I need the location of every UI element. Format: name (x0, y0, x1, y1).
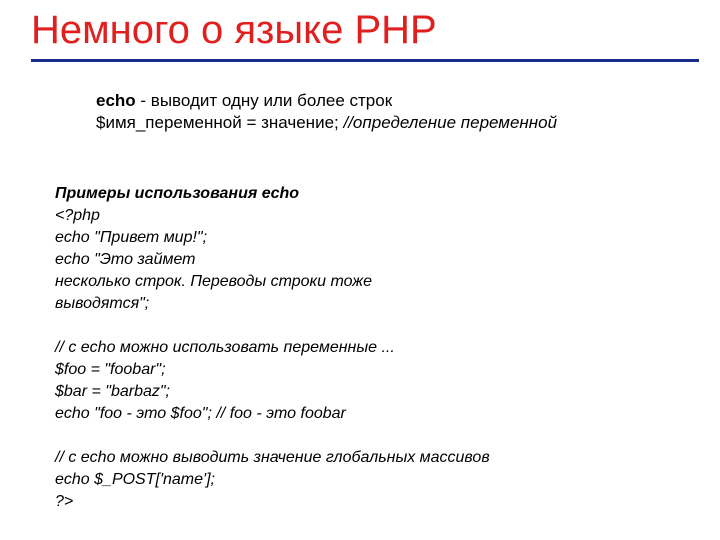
echo-keyword: echo (96, 91, 136, 110)
variable-syntax: $имя_переменной = значение; (96, 113, 344, 132)
code-line: ?> (55, 493, 74, 510)
echo-definition (96, 90, 557, 112)
code-line: выводятся"; (55, 295, 150, 312)
blank-line (55, 315, 490, 337)
definitions-block (96, 90, 557, 134)
variable-comment: //определение переменной (343, 113, 558, 132)
code-line: несколько строк. Переводы строки тоже (55, 273, 373, 290)
examples-block (55, 183, 490, 513)
code-line: echo $_POST['name']; (55, 471, 215, 488)
blank-line (55, 425, 490, 447)
echo-description: - выводит одну или более строк (135, 91, 393, 110)
code-line: $bar = "barbaz"; (55, 383, 170, 400)
code-line: echo "Это займет (55, 251, 196, 268)
code-line: echo "Привет мир!"; (55, 229, 208, 246)
examples-heading: Примеры использования echo (55, 185, 300, 202)
slide-title: Немного о языке PHP (31, 8, 437, 52)
code-line: echo "foo - это $foo"; // foo - это foobar (55, 405, 346, 422)
code-line: // с echo можно использовать переменные ... (55, 339, 395, 356)
code-line: <?php (55, 207, 100, 224)
variable-definition (96, 112, 557, 134)
code-line: $foo = "foobar"; (55, 361, 166, 378)
code-line: // с echo можно выводить значение глобальных массивов (55, 449, 490, 466)
title-underline (31, 59, 699, 62)
